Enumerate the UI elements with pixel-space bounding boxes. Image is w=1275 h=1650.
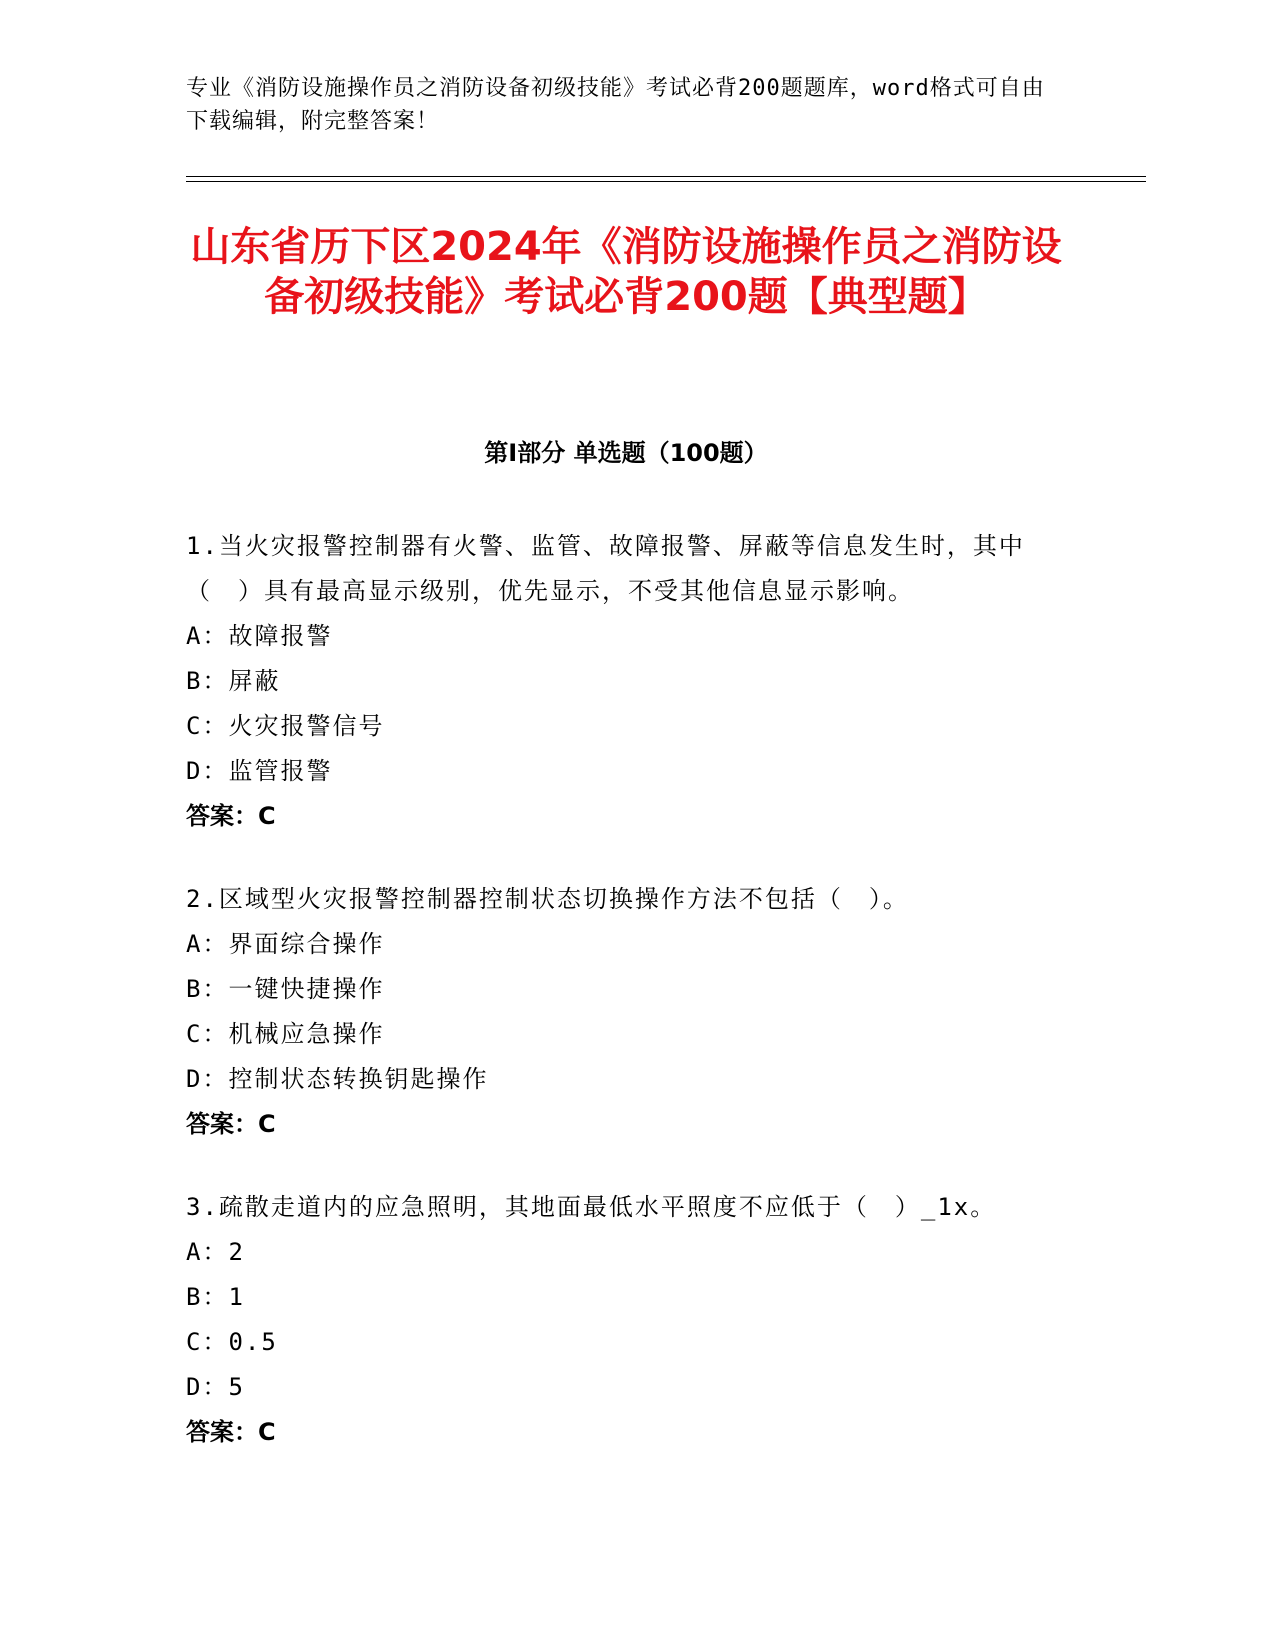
option-d: D：监管报警 — [186, 757, 333, 785]
question-3 — [186, 1185, 1066, 1455]
option-a: A：界面综合操作 — [186, 930, 385, 958]
header-divider-thick — [186, 176, 1146, 177]
section-title: 第Ⅰ部分 单选题（100题） — [484, 439, 768, 467]
option-c: C：火灾报警信号 — [186, 712, 385, 740]
question-2 — [186, 877, 1066, 1147]
header-note: 专业《消防设施操作员之消防设备初级技能》考试必背200题题库，word格式可自由下载编辑，附完整答案！ — [186, 76, 1045, 134]
option-c: C：机械应急操作 — [186, 1020, 385, 1048]
answer: 答案：C — [186, 1418, 276, 1446]
option-b: B：一键快捷操作 — [186, 975, 385, 1003]
option-d: D：控制状态转换钥匙操作 — [186, 1065, 489, 1093]
document-title: 山东省历下区2024年《消防设施操作员之消防设备初级技能》考试必背200题【典型题】 — [190, 224, 1062, 320]
option-a: A：故障报警 — [186, 622, 333, 650]
answer: 答案：C — [186, 1110, 276, 1138]
question-stem: 1.当火灾报警控制器有火警、监管、故障报警、屏蔽等信息发生时，其中（ ）具有最高显示级别，优先显示，不受其他信息显示影响。 — [186, 532, 1025, 605]
option-d: D：5 — [186, 1373, 245, 1401]
header-divider — [186, 176, 1146, 182]
option-c: C：0.5 — [186, 1328, 278, 1356]
header-divider-thin — [186, 181, 1146, 182]
option-b: B：1 — [186, 1283, 245, 1311]
option-b: B：屏蔽 — [186, 667, 281, 695]
question-stem: 2.区域型火灾报警控制器控制状态切换操作方法不包括（ ）。 — [186, 885, 909, 913]
question-stem: 3.疏散走道内的应急照明，其地面最低水平照度不应低于（ ）_1x。 — [186, 1193, 997, 1221]
question-1 — [186, 524, 1066, 839]
option-a: A：2 — [186, 1238, 245, 1266]
answer: 答案：C — [186, 802, 276, 830]
question-list — [186, 524, 1066, 1493]
